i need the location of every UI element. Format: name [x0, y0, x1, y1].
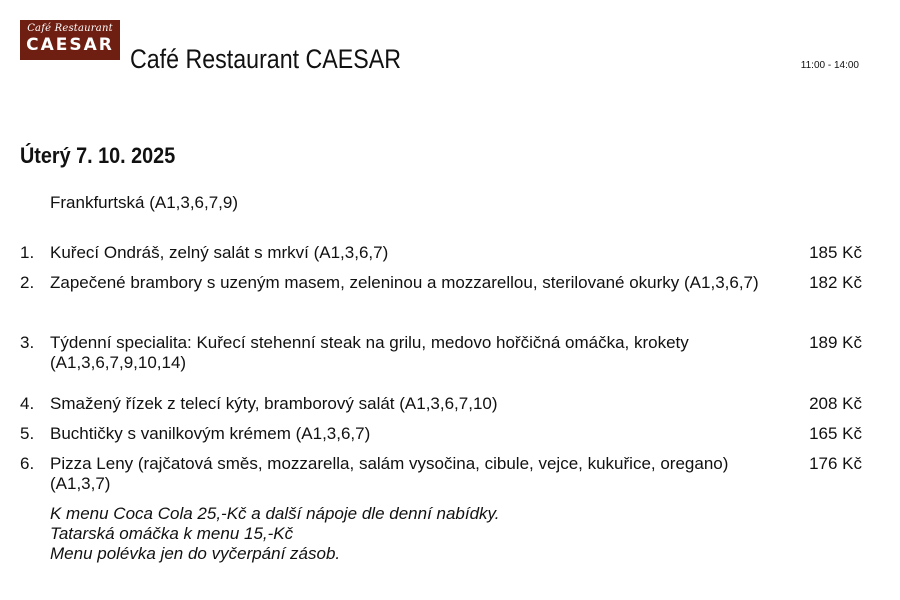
logo-script-text: Café Restaurant: [27, 23, 113, 34]
menu-item-name: Kuřecí Ondráš, zelný salát s mrkví (A1,3,6,7): [50, 243, 389, 262]
menu-item-number: 3.: [20, 333, 35, 352]
menu-item-name: Týdenní specialita: Kuřecí stehenní steak na grilu, medovo hořčičná omáčka, krokety (A1,3,6,7,9,10,14): [50, 333, 689, 372]
menu-item-price: 185 Kč: [809, 243, 862, 262]
menu-item-price: 182 Kč: [809, 273, 862, 292]
menu-item-name: Buchtičky s vanilkovým krémem (A1,3,6,7): [50, 424, 371, 443]
menu-item-price: 176 Kč: [809, 454, 862, 473]
menu-item-name: Smažený řízek z telecí kýty, bramborový salát (A1,3,6,7,10): [50, 394, 498, 413]
menu-item-price: 189 Kč: [809, 333, 862, 352]
note-soup-availability: Menu polévka jen do vyčerpání zásob.: [50, 544, 341, 563]
page-title: Café Restaurant CAESAR: [130, 44, 402, 74]
logo-name-text: CAESAR: [26, 35, 114, 55]
menu-item-number: 1.: [20, 243, 35, 262]
menu-item-name: Zapečené brambory s uzeným masem, zeleninou a mozzarellou, sterilované okurky (A1,3,6,7): [50, 273, 759, 292]
restaurant-logo: [20, 20, 120, 60]
menu-item-name: Pizza Leny (rajčatová směs, mozzarella, salám vysočina, cibule, vejce, kukuřice, oregano) (A1,3,7): [50, 454, 729, 493]
menu-item-number: 2.: [20, 273, 35, 292]
menu-item-price: 165 Kč: [809, 424, 862, 443]
note-drinks: K menu Coca Cola 25,-Kč a další nápoje dle denní nabídky.: [50, 504, 500, 523]
opening-hours: 11:00 - 14:00: [800, 60, 859, 71]
menu-date: Úterý 7. 10. 2025: [20, 143, 176, 168]
menu-notes: [50, 504, 500, 564]
menu-item-number: 6.: [20, 454, 35, 473]
note-tartar-sauce: Tatarská omáčka k menu 15,-Kč: [50, 524, 294, 543]
menu-item-number: 4.: [20, 394, 35, 413]
soup-of-the-day: Frankfurtská (A1,3,6,7,9): [50, 193, 239, 212]
menu-item-price: 208 Kč: [809, 394, 862, 413]
menu-item-number: 5.: [20, 424, 35, 443]
